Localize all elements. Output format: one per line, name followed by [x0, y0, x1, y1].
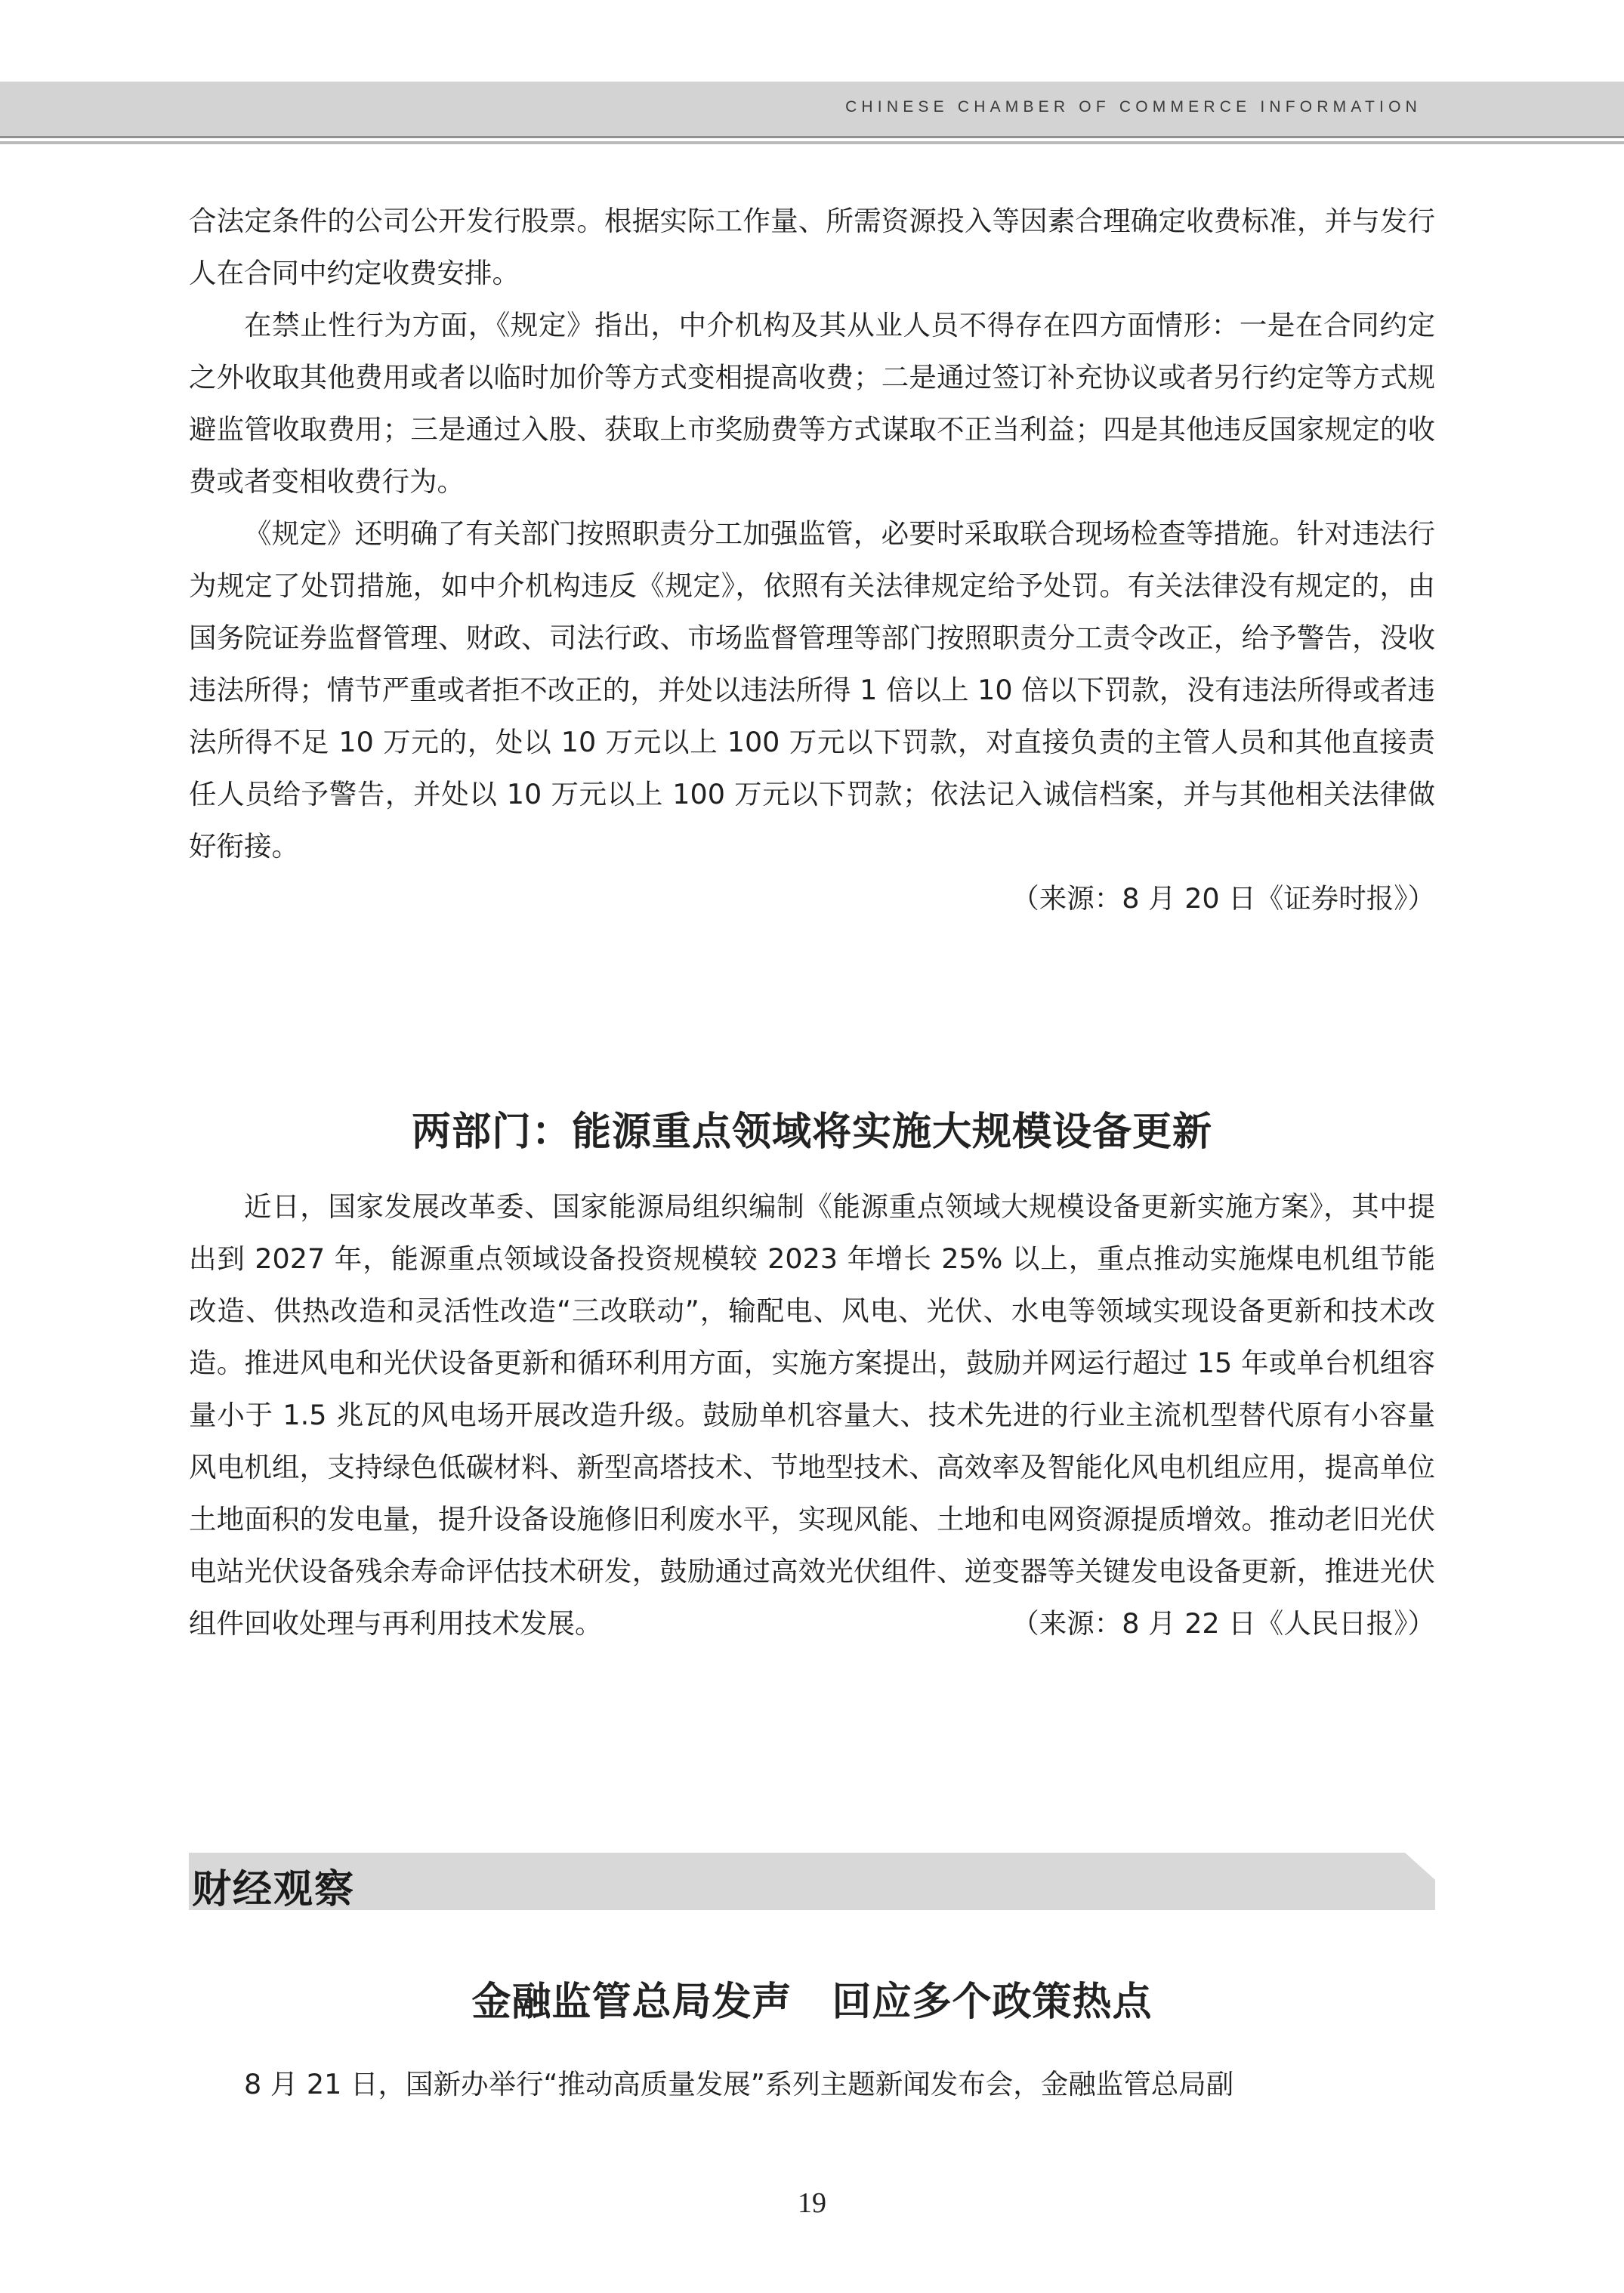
article-body [189, 1180, 1435, 1650]
header-rule [0, 136, 1624, 138]
section-title: 财经观察 [192, 1866, 356, 1912]
article-body [189, 2058, 1435, 2110]
article-source: （来源：8 月 20 日《证券时报》） [1011, 882, 1435, 915]
article-title: 金融监管总局发声 回应多个政策热点 [471, 1980, 1153, 2025]
running-header: CHINESE CHAMBER OF COMMERCE INFORMATION [845, 98, 1422, 116]
paragraph [189, 1180, 1435, 1650]
article-continuation [189, 195, 1435, 924]
paragraph-text: 近日，国家发展改革委、国家能源局组织编制《能源重点领域大规模设备更新实施方案》，其中提出到 2027 年，能源重点领域设备投资规模较 2023 年增长 25% 以上，重点推动实施煤电机组节能改造、供热改造和灵活性改造“三改联动”，输配电、风电、光伏、水电等领域实现设备更新和技术改造。推进风电和光伏设备更新和循环利用方面，实施方案提出，鼓励并网运行超过 15 年或单台机组容量小于 1.5 兆瓦的风电场开展改造升级。鼓励单机容量大、技术先进的行业主流机型替代原有小容量风电机组，支持绿色低碳材料、新型高塔技术、节地型技术、高效率及智能化风电机组应用，提高单位土地面积的发电量，提升设备设施修旧利废水平，实现风能、土地和电网资源提质增效。推动老旧光伏电站光伏设备残余寿命评估技术研发，鼓励通过高效光伏组件、逆变器等关键发电设备更新，推进光伏组件回收处理与再利用技术发展。 [189, 1190, 1435, 1640]
paragraph: 合法定条件的公司公开发行股票。根据实际工作量、所需资源投入等因素合理确定收费标准，并与发行人在合同中约定收费安排。 [189, 205, 1435, 289]
section-header-background [189, 1853, 1435, 1910]
paragraph: 在禁止性行为方面，《规定》指出，中介机构及其从业人员不得存在四方面情形：一是在合同约定之外收取其他费用或者以临时加价等方式变相提高收费；二是通过签订补充协议或者另行约定等方式规避监管收取费用；三是通过入股、获取上市奖励费等方式谋取不正当利益；四是其他违反国家规定的收费或者变相收费行为。 [189, 309, 1435, 498]
page-number: 19 [798, 2187, 826, 2219]
article-source: （来源：8 月 22 日《人民日报》） [1011, 1607, 1435, 1640]
header-rule-secondary [0, 141, 1624, 144]
paragraph: 《规定》还明确了有关部门按照职责分工加强监管，必要时采取联合现场检查等措施。针对违法行为规定了处罚措施，如中介机构违反《规定》，依照有关法律规定给予处罚。有关法律没有规定的，由国务院证券监督管理、财政、司法行政、市场监督管理等部门按照职责分工责令改正，给予警告，没收违法所得；情节严重或者拒不改正的，并处以违法所得 1 倍以上 10 倍以下罚款，没有违法所得或者违法所得不足 10 万元的，处以 10 万元以上 100 万元以下罚款，对直接负责的主管人员和其他直接责任人员给予警告，并处以 10 万元以上 100 万元以下罚款；依法记入诚信档案，并与其他相关法律做好衔接。 [189, 517, 1435, 863]
paragraph: 8 月 21 日，国新办举行“推动高质量发展”系列主题新闻发布会，金融监管总局副 [244, 2068, 1234, 2100]
section-header [189, 1853, 1435, 1910]
article-title: 两部门：能源重点领域将实施大规模设备更新 [411, 1109, 1212, 1155]
